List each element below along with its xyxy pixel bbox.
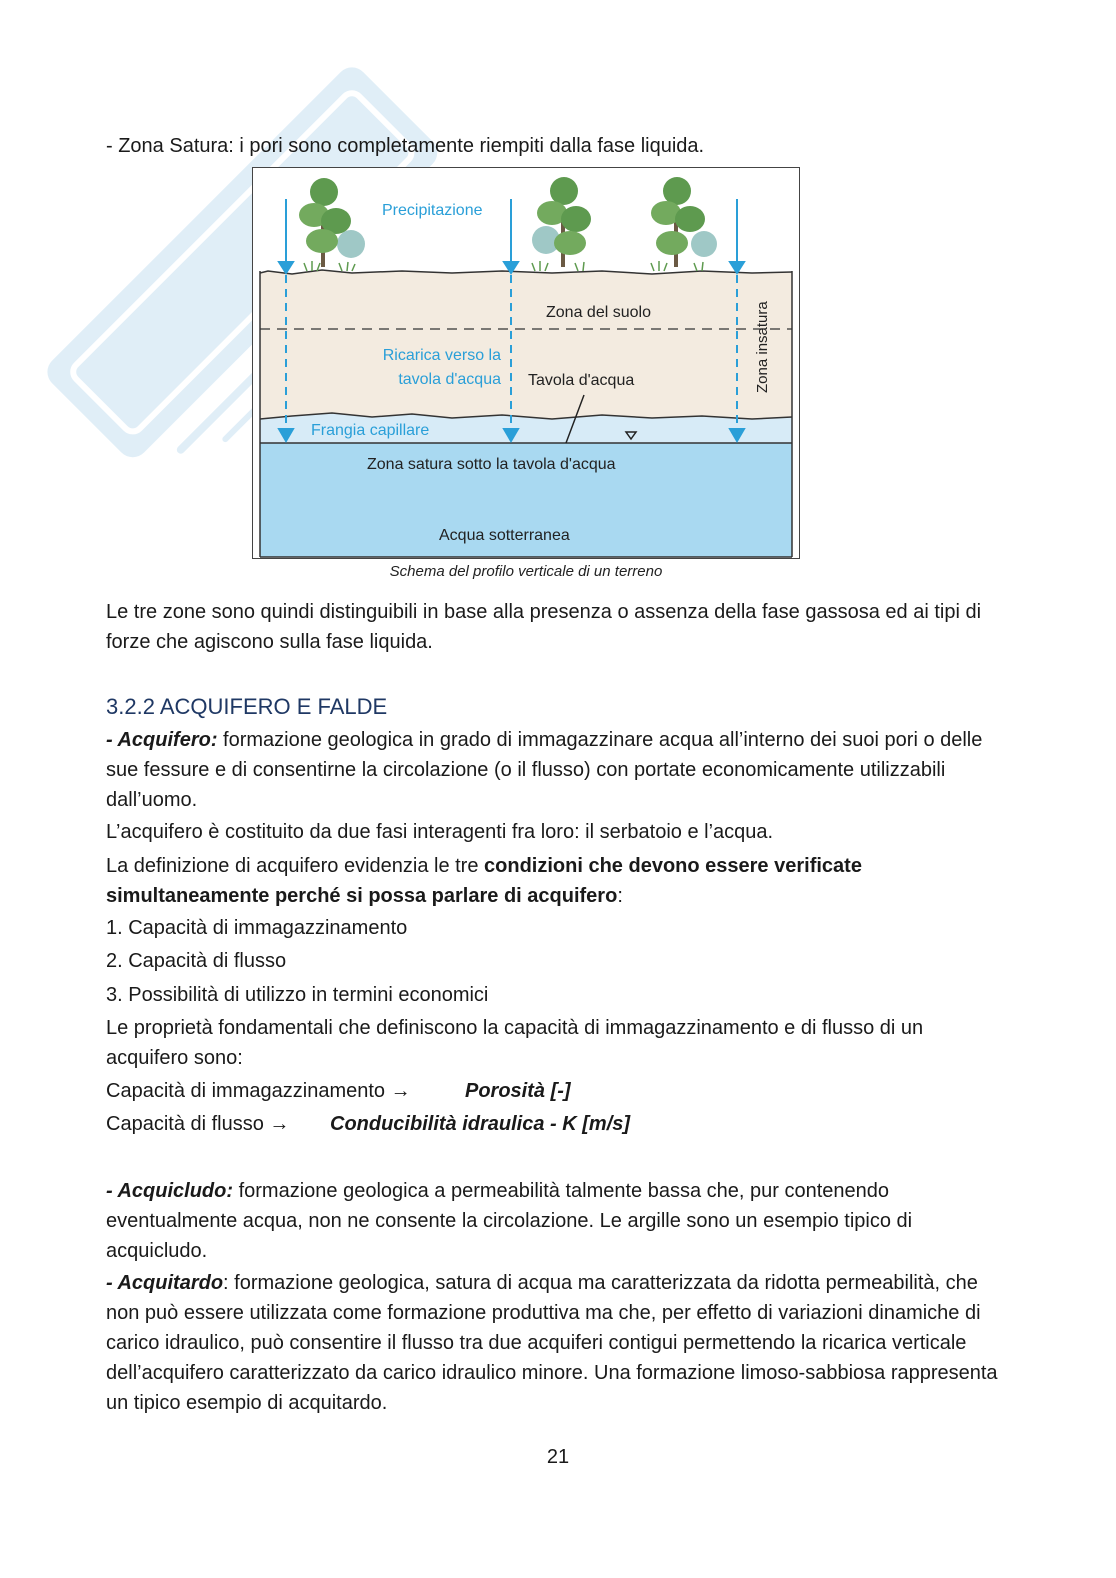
label-capillary-fringe: Frangia capillare: [311, 422, 430, 439]
acquifero-text: formazione geologica in grado di immagazzinare acqua all’interno dei suoi pori o delle sue fessure e di consentirne la circolazione (o il flusso) con portate economicamente utilizzabili dall’uomo.: [106, 729, 983, 811]
label-saturated-zone: Zona satura sotto la tavola d'acqua: [367, 456, 616, 473]
label-unsaturated-zone: Zona insatura: [754, 301, 771, 393]
property-label: Capacità di immagazzinamento →: [106, 1080, 411, 1102]
soil-zone-area: [260, 270, 792, 419]
condition-item: 2. Capacità di flusso: [106, 950, 287, 972]
label-recharge-2: tavola d'acqua: [398, 371, 501, 388]
property-label: Capacità di flusso →: [106, 1113, 290, 1135]
soil-profile-diagram: [252, 167, 800, 559]
acquicludo-term: - Acquicludo:: [106, 1180, 234, 1202]
figure-caption: Schema del profilo verticale di un terreno: [389, 563, 663, 580]
property-value: Porosità [-]: [465, 1080, 571, 1102]
acquicludo-text: formazione geologica a permeabilità talmente bassa che, pur contenendo eventualmente acqua, non ne consente la circolazione. Le argille sono un esempio tipico di acquicludo.: [106, 1180, 913, 1262]
properties-intro: Le proprietà fondamentali che definiscono la capacità di immagazzinamento e di flusso di un acquifero sono:: [106, 1017, 924, 1069]
condition-item: 3. Possibilità di utilizzo in termini economici: [106, 984, 489, 1006]
conditions-end: :: [617, 885, 623, 907]
intro-line: - Zona Satura: i pori sono completamente riempiti dalla fase liquida.: [106, 135, 705, 157]
page-number: 21: [546, 1446, 570, 1468]
acquitardo-definition: [106, 1268, 1006, 1418]
section-title: 3.2.2 ACQUIFERO E FALDE: [106, 694, 388, 719]
property-row: [106, 1076, 571, 1106]
label-precipitation: Precipitazione: [382, 202, 483, 219]
property-row: [106, 1109, 631, 1139]
conditions-paragraph: [106, 851, 1006, 911]
conditions-intro: La definizione di acquifero evidenzia le tre: [106, 855, 485, 877]
summary-paragraph: Le tre zone sono quindi distinguibili in base alla presenza o assenza della fase gassosa ed ai tipi di forze che agiscono sulla fase liquida.: [106, 601, 982, 653]
acquifero-term: - Acquifero:: [106, 729, 218, 751]
property-value: Conducibilità idraulica - K [m/s]: [330, 1113, 631, 1135]
label-water-table: Tavola d'acqua: [528, 372, 635, 389]
acquitardo-text: : formazione geologica, satura di acqua ma caratterizzata da ridotta permeabilità, che non può essere utilizzata come formazione produttiva ma che, per effetto di variazioni dinamiche di carico idraulico, può consentire il flusso tra due acquiferi contigui permettendo la ricarica verticale dell’acquifero caratterizzato da carico idraulico minore. Una formazione limoso-sabbiosa rappresenta un tipico esempio di acquitardo.: [106, 1272, 998, 1414]
acquicludo-definition: [106, 1176, 1006, 1266]
conditions-bold: condizioni che devono essere verificate simultaneamente perché si possa parlare di acquifero: [106, 855, 862, 907]
acquitardo-term: - Acquitardo: [106, 1272, 224, 1294]
acquifero-definition: [106, 725, 1006, 815]
label-recharge-1: Ricarica verso la: [382, 347, 501, 364]
label-groundwater: Acqua sotterranea: [439, 527, 570, 544]
condition-item: 1. Capacità di immagazzinamento: [106, 917, 408, 939]
label-soil-zone: Zona del suolo: [546, 304, 651, 321]
acquifero-phases: L’acquifero è costituito da due fasi interagenti fra loro: il serbatoio e l’acqua.: [106, 821, 774, 843]
